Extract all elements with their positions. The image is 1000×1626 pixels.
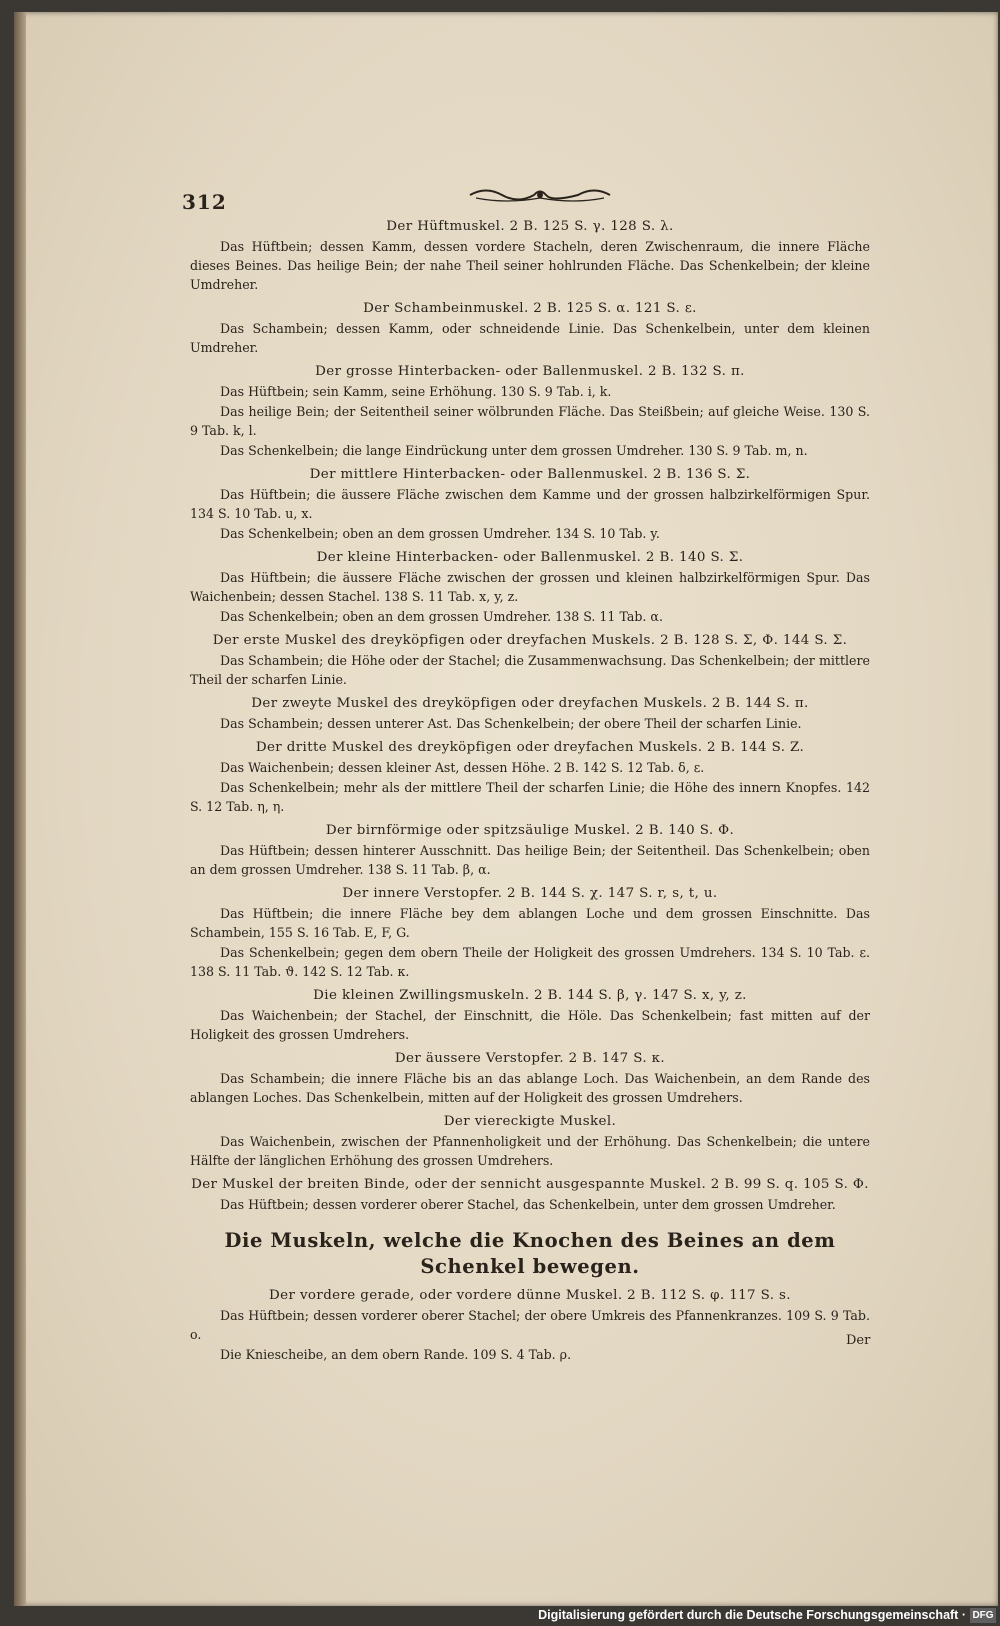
muscle-description: Das Waichenbein; der Stachel, der Einschnitt, die Höle. Das Schenkelbein; fast mitten auf der Holigkeit des grossen Umdrehers. (190, 1008, 870, 1042)
muscle-description: Das Schenkelbein; gegen dem obern Theile der Holigkeit des grossen Umdrehers. 134 S. 10 Tab. ε. 138 S. 11 Tab. ϑ. 142 S. 12 Tab. κ. (190, 945, 870, 979)
section-title: Die Muskeln, welche die Knochen des Beines an dem Schenkel bewegen. (224, 1229, 836, 1278)
muscle-description: Das Waichenbein, zwischen der Pfannenholigkeit und der Erhöhung. Das Schenkelbein; die untere Hälfte der länglichen Erhöhung des grossen Umdrehers. (190, 1134, 870, 1168)
muscle-description: Das heilige Bein; der Seitentheil seiner wölbrunden Fläche. Das Steißbein; auf gleiche Weise. 130 S. 9 Tab. k, l. (190, 404, 870, 438)
muscle-heading: Der dritte Muskel des dreyköpfigen oder dreyfachen Muskels. 2 B. 144 S. Z. (255, 740, 805, 755)
muscle-heading: Der grosse Hinterbacken- oder Ballenmuskel. 2 B. 132 S. π. (315, 364, 745, 379)
muscle-heading: Der kleine Hinterbacken- oder Ballenmuskel. 2 B. 140 S. Σ. (316, 550, 744, 565)
muscle-description: Das Hüftbein; dessen vorderer oberer Stachel, das Schenkelbein, unter dem grossen Umdreher. (220, 1197, 836, 1212)
muscle-heading: Der vordere gerade, oder vordere dünne Muskel. 2 B. 112 S. φ. 117 S. s. (269, 1288, 791, 1303)
muscle-heading: Die kleinen Zwillingsmuskeln. 2 B. 144 S. β, γ. 147 S. x, y, z. (313, 988, 747, 1003)
muscle-heading: Der Muskel der breiten Binde, oder der sennicht ausgespannte Muskel. 2 B. 99 S. q. 105 S. Φ. (191, 1177, 869, 1192)
muscle-description: Das Schambein; die innere Fläche bis an das ablange Loch. Das Waichenbein, an dem Rande des ablangen Loches. Das Schenkelbein, mitten auf der Holigkeit des grossen Umdrehers. (190, 1071, 870, 1105)
ornament-icon (466, 184, 614, 206)
muscle-description: Das Hüftbein; dessen vorderer oberer Stachel; der obere Umkreis des Pfannenkranzes. 109 S. 9 Tab. o. (190, 1308, 870, 1342)
muscle-description: Das Schenkelbein; oben an dem grossen Umdreher. 138 S. 11 Tab. α. (220, 609, 663, 624)
muscle-heading: Der innere Verstopfer. 2 B. 144 S. χ. 147 S. r, s, t, u. (342, 886, 718, 901)
catchword: Der (846, 1333, 871, 1348)
muscle-description: Das Hüftbein; sein Kamm, seine Erhöhung. 130 S. 9 Tab. i, k. (220, 384, 612, 399)
page-content (190, 212, 870, 1365)
muscle-heading: Der viereckigte Muskel. (443, 1114, 617, 1129)
muscle-heading: Der erste Muskel des dreyköpfigen oder dreyfachen Muskels. 2 B. 128 S. Σ, Φ. 144 S. Σ. (212, 633, 848, 648)
muscle-heading: Der Schambeinmuskel. 2 B. 125 S. α. 121 S. ε. (363, 301, 697, 316)
muscle-description: Das Schenkelbein; mehr als der mittlere Theil der scharfen Linie; die Höhe des innern Knopfes. 142 S. 12 Tab. η, η. (190, 780, 870, 814)
muscle-description: Das Hüftbein; dessen hinterer Ausschnitt. Das heilige Bein; der Seitentheil. Das Schenkelbein; oben an dem grossen Umdreher. 138 S. 11 Tab. β, α. (190, 843, 870, 877)
dfg-logo: DFG (970, 1608, 996, 1623)
page-number: 312 (182, 190, 227, 214)
muscle-description: Das Schenkelbein; die lange Eindrückung unter dem grossen Umdreher. 130 S. 9 Tab. m, n. (220, 443, 808, 458)
muscle-description: Das Schambein; dessen unterer Ast. Das Schenkelbein; der obere Theil der scharfen Linie. (220, 716, 802, 731)
muscle-description: Das Hüftbein; die äussere Fläche zwischen dem Kamme und der grossen halbzirkelförmigen Spur. 134 S. 10 Tab. u, x. (190, 487, 870, 521)
muscle-description: Das Hüftbein; dessen Kamm, dessen vordere Stacheln, deren Zwischenraum, die innere Fläche dieses Beines. Das heilige Bein; der nahe Theil seiner hohlrunden Fläche. Das Schenkelbein; der kleine Umdreher. (190, 239, 870, 292)
muscle-description: Die Kniescheibe, an dem obern Rande. 109 S. 4 Tab. ρ. (220, 1347, 572, 1362)
footer-bar (0, 1606, 1000, 1626)
muscle-description: Das Schambein; dessen Kamm, oder schneidende Linie. Das Schenkelbein, unter dem kleinen Umdreher. (190, 321, 870, 355)
muscle-description: Das Schenkelbein; oben an dem grossen Umdreher. 134 S. 10 Tab. y. (220, 526, 660, 541)
funding-credit: Digitalisierung gefördert durch die Deutsche Forschungsgemeinschaft · (538, 1608, 966, 1622)
muscle-description: Das Hüftbein; die innere Fläche bey dem ablangen Loche und dem grossen Einschnitte. Das Schambein, 155 S. 16 Tab. E, F, G. (190, 906, 870, 940)
muscle-heading: Der Hüftmuskel. 2 B. 125 S. γ. 128 S. λ. (386, 219, 674, 234)
muscle-heading: Der birnförmige oder spitzsäulige Muskel. 2 B. 140 S. Φ. (325, 823, 735, 838)
muscle-heading: Der zweyte Muskel des dreyköpfigen oder dreyfachen Muskels. 2 B. 144 S. π. (251, 696, 809, 711)
muscle-heading: Der mittlere Hinterbacken- oder Ballenmuskel. 2 B. 136 S. Σ. (309, 467, 751, 482)
muscle-description: Das Schambein; die Höhe oder der Stachel; die Zusammenwachsung. Das Schenkelbein; der mittlere Theil der scharfen Linie. (190, 653, 870, 687)
muscle-description: Das Hüftbein; die äussere Fläche zwischen der grossen und kleinen halbzirkelförmigen Spur. Das Waichenbein; dessen Stachel. 138 S. 11 Tab. x, y, z. (190, 570, 870, 604)
muscle-heading: Der äussere Verstopfer. 2 B. 147 S. κ. (394, 1051, 666, 1066)
muscle-description: Das Waichenbein; dessen kleiner Ast, dessen Höhe. 2 B. 142 S. 12 Tab. δ, ε. (220, 760, 705, 775)
book-spine-edge (14, 12, 26, 1606)
